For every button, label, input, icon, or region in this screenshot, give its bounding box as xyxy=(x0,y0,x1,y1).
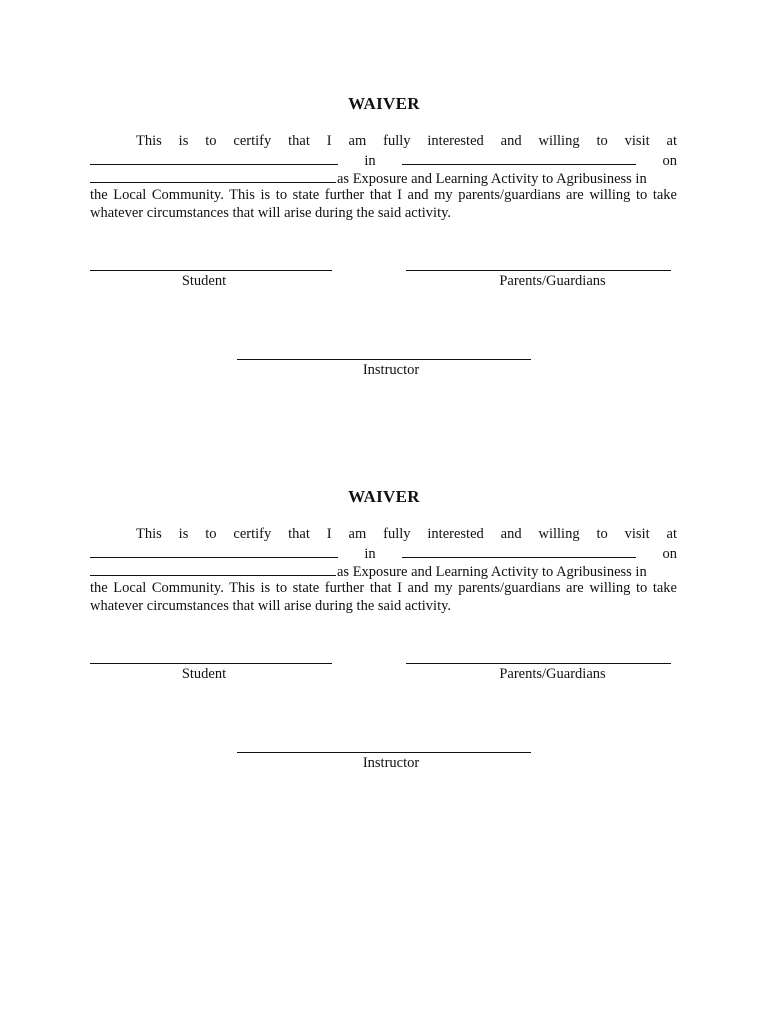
location-blank[interactable] xyxy=(402,150,636,165)
activity-line xyxy=(90,168,677,186)
in-word: in xyxy=(364,153,376,169)
activity-text: as Exposure and Learning Activity to Agribusiness in xyxy=(337,171,647,187)
venue-date-line xyxy=(90,543,677,561)
instructor-label: Instructor xyxy=(362,755,420,771)
certify-line xyxy=(90,525,677,543)
instructor-signature-line[interactable] xyxy=(237,359,531,360)
certify-word: willing xyxy=(538,526,580,542)
date-blank[interactable] xyxy=(90,561,336,576)
activity-line xyxy=(90,561,677,579)
date-blank[interactable] xyxy=(90,168,336,183)
certify-word: visit xyxy=(624,526,650,542)
waiver-title: WAIVER xyxy=(348,487,420,506)
certify-word: to xyxy=(205,526,217,542)
parents-label: Parents/Guardians xyxy=(499,273,606,289)
instructor-label: Instructor xyxy=(362,362,420,378)
waiver-form xyxy=(0,0,768,393)
certify-word: fully xyxy=(383,133,411,149)
venue-blank[interactable] xyxy=(90,150,338,165)
parents-label: Parents/Guardians xyxy=(499,666,606,682)
student-signature-line[interactable] xyxy=(90,270,332,271)
venue-blank[interactable] xyxy=(90,543,338,558)
certify-word: to xyxy=(596,133,608,149)
on-word: on xyxy=(662,546,677,562)
certify-word: interested xyxy=(427,133,484,149)
waiver-form xyxy=(0,393,768,786)
certify-line xyxy=(90,132,677,150)
certify-word: am xyxy=(348,133,367,149)
circumstances-line: whatever circumstances that will arise during the said activity. xyxy=(90,598,452,614)
certify-word: I xyxy=(326,133,332,149)
activity-text: as Exposure and Learning Activity to Agribusiness in xyxy=(337,564,647,580)
statement-line: the Local Community. This is to state further that I and my parents/guardians are willing to take xyxy=(90,580,677,596)
in-word: in xyxy=(364,546,376,562)
certify-word: and xyxy=(500,526,522,542)
certify-word: that xyxy=(288,526,310,542)
circumstances-line: whatever circumstances that will arise during the said activity. xyxy=(90,205,452,221)
instructor-signature-line[interactable] xyxy=(237,752,531,753)
certify-word: to xyxy=(205,133,217,149)
certify-word: This xyxy=(136,133,162,149)
certify-word: to xyxy=(596,526,608,542)
certify-word: interested xyxy=(427,526,484,542)
waiver-title: WAIVER xyxy=(348,94,420,113)
certify-word: certify xyxy=(233,133,272,149)
parents-signature-line[interactable] xyxy=(406,270,671,271)
location-blank[interactable] xyxy=(402,543,636,558)
student-label: Student xyxy=(181,273,227,289)
certify-word: at xyxy=(666,526,677,542)
venue-date-line xyxy=(90,150,677,168)
statement-line: the Local Community. This is to state further that I and my parents/guardians are willing to take xyxy=(90,187,677,203)
certify-word: am xyxy=(348,526,367,542)
certify-word: is xyxy=(178,133,189,149)
student-signature-line[interactable] xyxy=(90,663,332,664)
parents-signature-line[interactable] xyxy=(406,663,671,664)
certify-word: This xyxy=(136,526,162,542)
certify-word: I xyxy=(326,526,332,542)
certify-word: visit xyxy=(624,133,650,149)
certify-word: is xyxy=(178,526,189,542)
certify-word: at xyxy=(666,133,677,149)
certify-word: that xyxy=(288,133,310,149)
certify-word: fully xyxy=(383,526,411,542)
student-label: Student xyxy=(181,666,227,682)
certify-word: and xyxy=(500,133,522,149)
certify-word: willing xyxy=(538,133,580,149)
on-word: on xyxy=(662,153,677,169)
certify-word: certify xyxy=(233,526,272,542)
